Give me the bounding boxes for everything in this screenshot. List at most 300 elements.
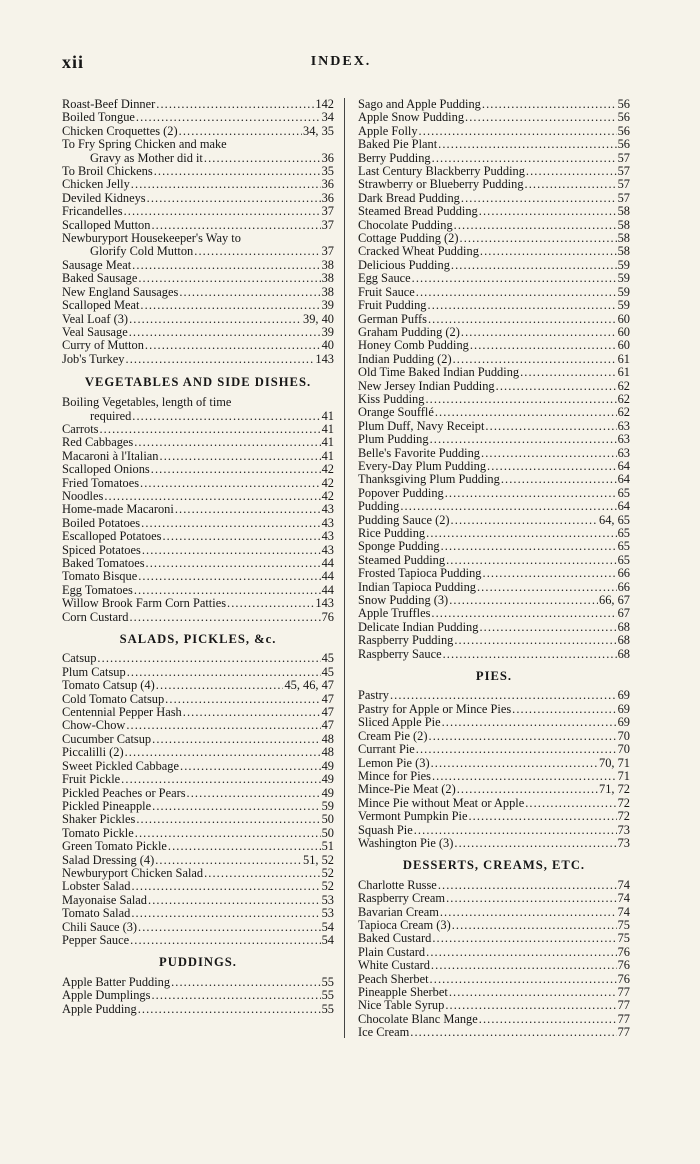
index-entry-page: 68 [617,633,630,648]
index-entry [358,366,630,379]
dot-leader [429,730,617,743]
dot-leader [146,557,321,570]
index-entry [358,353,630,366]
index-entry-page: 70 [617,728,630,743]
index-entry [62,557,334,570]
index-entry-title: Raspberry Cream [358,891,446,906]
index-entry [62,125,334,138]
dot-leader [142,544,321,557]
index-entry [358,554,630,567]
index-entry-page: 67 [617,606,630,621]
index-entry-title: Chocolate Pudding [358,217,453,232]
index-entry [358,919,630,932]
dot-leader [465,111,617,124]
index-entry-page: 59 [617,284,630,299]
index-entry-page: 39 [321,324,334,339]
dot-leader [446,892,617,905]
index-entry-title: Apple Truffles [358,606,431,621]
index-entry [62,693,334,706]
index-entry [62,976,334,989]
index-entry-title: Centennial Pepper Hash [62,705,182,720]
index-entry-page: 57 [617,190,630,205]
index-entry-title: Mayonaise Salad [62,892,147,907]
index-entry-title: Fruit Sauce [358,284,415,299]
dot-leader [129,313,302,326]
dot-leader [179,286,320,299]
index-entry [62,760,334,773]
index-entry-title: Scalloped Meat [62,298,140,313]
dot-leader [446,554,617,567]
index-entry [358,932,630,945]
index-entry-title: Tomato Pickle [62,825,134,840]
index-entry [62,339,334,352]
index-entry [358,192,630,205]
dot-leader [99,423,320,436]
index-entry [358,783,630,796]
index-entry [358,460,630,473]
index-entry [358,259,630,272]
index-entry-title: Pastry [358,688,389,703]
dot-leader [131,880,320,893]
dot-leader [145,339,321,352]
index-entry [62,880,334,893]
index-entry-page: 52 [321,879,334,894]
dot-leader [512,703,616,716]
index-entry [62,570,334,583]
index-entry [62,544,334,557]
dot-leader [129,611,320,624]
index-entry-page: 59 [617,271,630,286]
index-entry-title: Catsup [62,651,97,666]
index-entry-page: 38 [321,271,334,286]
dot-leader [430,973,617,986]
index-entry-title: Old Time Baked Indian Pudding [358,365,520,380]
index-entry [358,716,630,729]
dot-leader [496,380,617,393]
index-entry-title: Cold Tomato Catsup [62,691,165,706]
index-entry-page: 74 [617,877,630,892]
index-entry-page: 41 [321,421,334,436]
index-entry-page: 74 [617,904,630,919]
dot-leader [135,827,321,840]
index-entry-title: Lobster Salad [62,879,131,894]
dot-leader [479,205,617,218]
index-entry-title: Nice Table Syrup [358,998,445,1013]
index-entry-page: 39 [321,298,334,313]
index-entry-title: Chicken Croquettes (2) [62,123,178,138]
index-entry [62,934,334,947]
dot-leader [460,232,617,245]
index-entry-title: Squash Pie [358,822,413,837]
index-entry-page: 59 [617,257,630,272]
index-entry [62,98,334,111]
index-entry-page: 68 [617,646,630,661]
index-entry-page: 64, 65 [599,512,630,527]
index-entry [62,894,334,907]
section-heading-salads: SALADS, PICKLES, &c. [119,632,277,647]
index-entry-title: Newburyport Housekeeper's Way to [62,231,241,246]
dot-leader [155,854,302,867]
index-entry-page: 71, 72 [599,782,630,797]
dot-leader [410,1026,616,1039]
index-entry-page: 53 [321,892,334,907]
index-entry-page: 57 [617,177,630,192]
dot-leader [175,503,321,516]
index-entry-title: Sausage Meat [62,257,132,272]
index-entry [62,326,334,339]
index-entry [358,473,630,486]
index-entry-title: Chow-Chow [62,718,126,733]
index-entry [62,611,334,624]
index-entry-title: Apple Snow Pudding [358,110,465,125]
index-entry-title: Orange Soufflé [358,405,434,420]
index-entry-title: Cream Pie (2) [358,728,428,743]
index-entry-title: Tomato Catsup (4) [62,678,155,693]
index-entry [358,730,630,743]
dot-leader [165,693,320,706]
index-entry [358,98,630,111]
dot-leader [134,584,321,597]
index-entry-title: Curry of Mutton [62,338,144,353]
dot-leader [416,743,617,756]
index-entry-page: 50 [321,825,334,840]
index-group [62,976,334,1016]
index-entry-page: 44 [321,582,334,597]
dot-leader [127,666,321,679]
index-entry-title: Corn Custard [62,609,129,624]
section-heading-pies: PIES. [475,669,513,684]
section-heading-vegetables: VEGETABLES AND SIDE DISHES. [84,375,312,390]
index-entry-title: Baked Sausage [62,271,138,286]
index-entry-page: 39, 40 [303,311,334,326]
dot-leader [132,259,320,272]
dot-leader [152,800,320,813]
dot-leader [431,757,598,770]
index-entry [358,152,630,165]
index-entry [358,757,630,770]
index-entry-title: Fruit Pickle [62,772,121,787]
index-entry-title: Scalloped Onions [62,462,150,477]
index-entry-page: 53 [321,906,334,921]
index-entry-title: Chocolate Blanc Mange [358,1011,478,1026]
index-entry-page: 74 [617,891,630,906]
index-entry [62,652,334,665]
index-entry-title: Plum Pudding [358,432,429,447]
index-entry-page: 73 [617,835,630,850]
index-entry-title: Escalloped Potatoes [62,529,162,544]
index-entry-page: 49 [321,758,334,773]
index-entry [358,111,630,124]
dot-leader [432,932,616,945]
index-entry-title: Pickled Pineapple [62,798,152,813]
index-entry [62,423,334,436]
index-group [358,879,630,1040]
dot-leader [426,527,616,540]
index-entry-title: Sliced Apple Pie [358,715,441,730]
index-group [358,98,630,661]
dot-leader [428,299,617,312]
index-column-left [62,98,334,1016]
index-entry-page: 54 [321,919,334,934]
index-entry [62,450,334,463]
dot-leader [485,420,616,433]
index-entry-title: Strawberry or Blueberry Pudding [358,177,524,192]
index-entry-page: 143 [315,596,334,611]
index-entry-title: Fricandelles [62,204,123,219]
section-heading-desserts: DESSERTS, CREAMS, ETC. [402,858,586,873]
index-entry-title: To Fry Spring Chicken and make [62,137,227,152]
index-entry [358,770,630,783]
index-entry [62,111,334,124]
index-entry [358,689,630,702]
index-entry-title: Thanksgiving Plum Pudding [358,472,500,487]
index-entry [358,245,630,258]
index-entry-page: 75 [617,917,630,932]
dot-leader [187,787,321,800]
dot-leader [457,783,598,796]
dot-leader [426,946,616,959]
index-entry-title: Steamed Bread Pudding [358,204,478,219]
dot-leader [126,719,320,732]
index-entry-page: 76 [617,971,630,986]
index-entry-title: Salad Dressing (4) [62,852,155,867]
index-entry-page: 66, 67 [599,593,630,608]
index-entry-title: Macaroni à l'Italian [62,448,159,463]
index-entry-page: 69 [617,715,630,730]
index-entry-page: 65 [617,526,630,540]
index-entry-title: Apple Pudding [62,1001,137,1016]
index-entry [62,178,334,191]
index-entry-page: 65 [617,539,630,554]
index-entry-page: 43 [321,502,334,517]
index-entry [62,813,334,826]
index-column-right [358,98,630,1040]
dot-leader [136,111,321,124]
index-entry-page: 70 [617,742,630,757]
index-entry-title: Veal Sausage [62,324,128,339]
index-entry [62,800,334,813]
index-entry-title: Lemon Pie (3) [358,755,430,770]
dot-leader [520,366,617,379]
index-entry [62,666,334,679]
dot-leader [461,192,617,205]
dot-leader [501,473,617,486]
index-entry-page: 59 [617,298,630,313]
dot-leader [126,353,315,366]
dot-leader [130,934,321,947]
index-entry-page: 51 [321,839,334,854]
index-entry [62,353,334,366]
index-entry [62,907,334,920]
index-entry [358,959,630,972]
index-entry [358,621,630,634]
index-entry-title: Spiced Potatoes [62,542,141,557]
index-entry-title: Baked Tomatoes [62,556,145,570]
dot-leader [451,259,617,272]
dot-leader [140,299,320,312]
index-entry-title: Kiss Pudding [358,391,425,406]
dot-leader [171,976,321,989]
index-entry [62,854,334,867]
dot-leader [148,894,321,907]
dot-leader [136,813,320,826]
index-entry-title: German Puffs [358,311,427,326]
index-entry-title: Last Century Blackberry Pudding [358,164,525,179]
index-entry-title: Currant Pie [358,742,415,757]
index-entry-title: Frosted Tapioca Pudding [358,566,482,581]
index-entry-page: 34 [321,110,334,125]
dot-leader [131,178,321,191]
index-entry-page: 37 [321,244,334,259]
index-entry-page: 42 [321,462,334,477]
dot-leader [412,272,617,285]
index-entry-page: 42 [321,475,334,490]
dot-leader [152,733,320,746]
index-entry-page: 58 [617,244,630,259]
index-entry [62,152,334,165]
index-entry [358,648,630,661]
index-entry-page: 36 [321,177,334,192]
section-heading-puddings: PUDDINGS. [159,955,237,970]
index-entry [62,719,334,732]
index-entry [358,703,630,716]
dot-leader [162,530,320,543]
index-entry [62,597,334,610]
index-entry-title: Boiled Potatoes [62,515,141,530]
index-entry [62,286,334,299]
index-entry-page: 43 [321,542,334,557]
index-entry [62,584,334,597]
dot-leader [121,773,320,786]
index-entry-page: 60 [617,338,630,353]
index-entry-title: Red Cabbages [62,435,134,450]
index-entry-title: Cucumber Catsup [62,731,152,746]
dot-leader [526,165,617,178]
index-entry-title: Cottage Pudding (2) [358,231,459,246]
index-group [62,396,334,624]
dot-leader [443,648,617,661]
dot-leader [138,570,320,583]
index-entry [358,219,630,232]
index-entry-title: Tomato Bisque [62,569,138,584]
index-entry-title: Steamed Pudding [358,552,446,567]
dot-leader [183,706,321,719]
index-entry-page: 77 [617,985,630,999]
index-entry [62,477,334,490]
index-entry-page: 41 [321,448,334,463]
index-entry [358,286,630,299]
index-entry [62,410,334,423]
index-entry-page: 56 [617,110,630,125]
dot-leader [141,517,320,530]
index-entry-page: 76 [617,958,630,973]
index-entry [62,517,334,530]
index-entry-title: Sweet Pickled Cabbage [62,758,179,773]
dot-leader [138,921,321,934]
index-entry [358,906,630,919]
index-entry [62,827,334,840]
index-entry-page: 36 [321,150,334,165]
dot-leader [180,760,321,773]
index-entry [358,487,630,500]
index-entry-title: Rice Pudding [358,526,426,540]
index-entry-page: 73 [617,822,630,837]
index-entry [62,299,334,312]
index-entry-title: Sponge Pudding [358,539,440,554]
index-entry [62,503,334,516]
index-entry [358,837,630,850]
index-entry-page: 37 [321,217,334,232]
index-entry [62,1003,334,1016]
index-entry [358,527,630,540]
dot-leader [445,999,616,1012]
dot-leader [441,540,617,553]
index-entry-page: 48 [321,745,334,760]
index-entry-continuation: required [90,408,132,423]
index-entry-page: 50 [321,812,334,827]
dot-leader [140,477,321,490]
index-entry [62,733,334,746]
index-entry-page: 45 [321,664,334,679]
index-entry [358,313,630,326]
index-entry-title: Vermont Pumpkin Pie [358,809,468,824]
index-entry [358,232,630,245]
index-entry-title: Pastry for Apple or Mince Pies [358,701,512,716]
index-entry [358,581,630,594]
dot-leader [156,98,314,111]
dot-leader [400,500,616,513]
dot-leader [160,450,321,463]
dot-leader [151,989,320,1002]
index-entry-page: 58 [617,231,630,246]
index-entry [358,879,630,892]
index-entry-title: Apple Dumplings [62,988,151,1003]
index-entry-title: Pickled Peaches or Pears [62,785,186,800]
dot-leader [227,597,314,610]
dot-leader [477,581,617,594]
index-entry-title: Job's Turkey [62,351,125,366]
index-entry-page: 41 [321,408,334,423]
index-entry [358,892,630,905]
dot-leader [487,460,617,473]
dot-leader [454,837,616,850]
dot-leader [97,652,320,665]
dot-leader [204,152,321,165]
index-entry [358,634,630,647]
index-entry-page: 55 [321,974,334,989]
index-entry [62,840,334,853]
index-entry [358,514,630,527]
index-entry-title: Egg Tomatoes [62,582,133,597]
index-entry [358,1013,630,1026]
index-group [62,98,334,366]
index-entry-title: Indian Tapioca Pudding [358,579,476,594]
index-entry-title: Boiling Vegetables, length of time [62,395,232,410]
index-entry [358,999,630,1012]
index-entry [358,393,630,406]
index-entry [358,797,630,810]
index-entry-page: 44 [321,556,334,570]
index-entry-title: Delicate Indian Pudding [358,619,479,634]
index-entry-page: 56 [617,123,630,138]
dot-leader [138,1003,321,1016]
index-entry-title: Baked Custard [358,931,432,946]
index-entry-page: 44 [321,569,334,584]
index-entry-page: 43 [321,529,334,544]
index-entry-page: 57 [617,164,630,179]
index-entry-page: 62 [617,405,630,420]
index-entry-title: To Broil Chickens [62,164,153,179]
